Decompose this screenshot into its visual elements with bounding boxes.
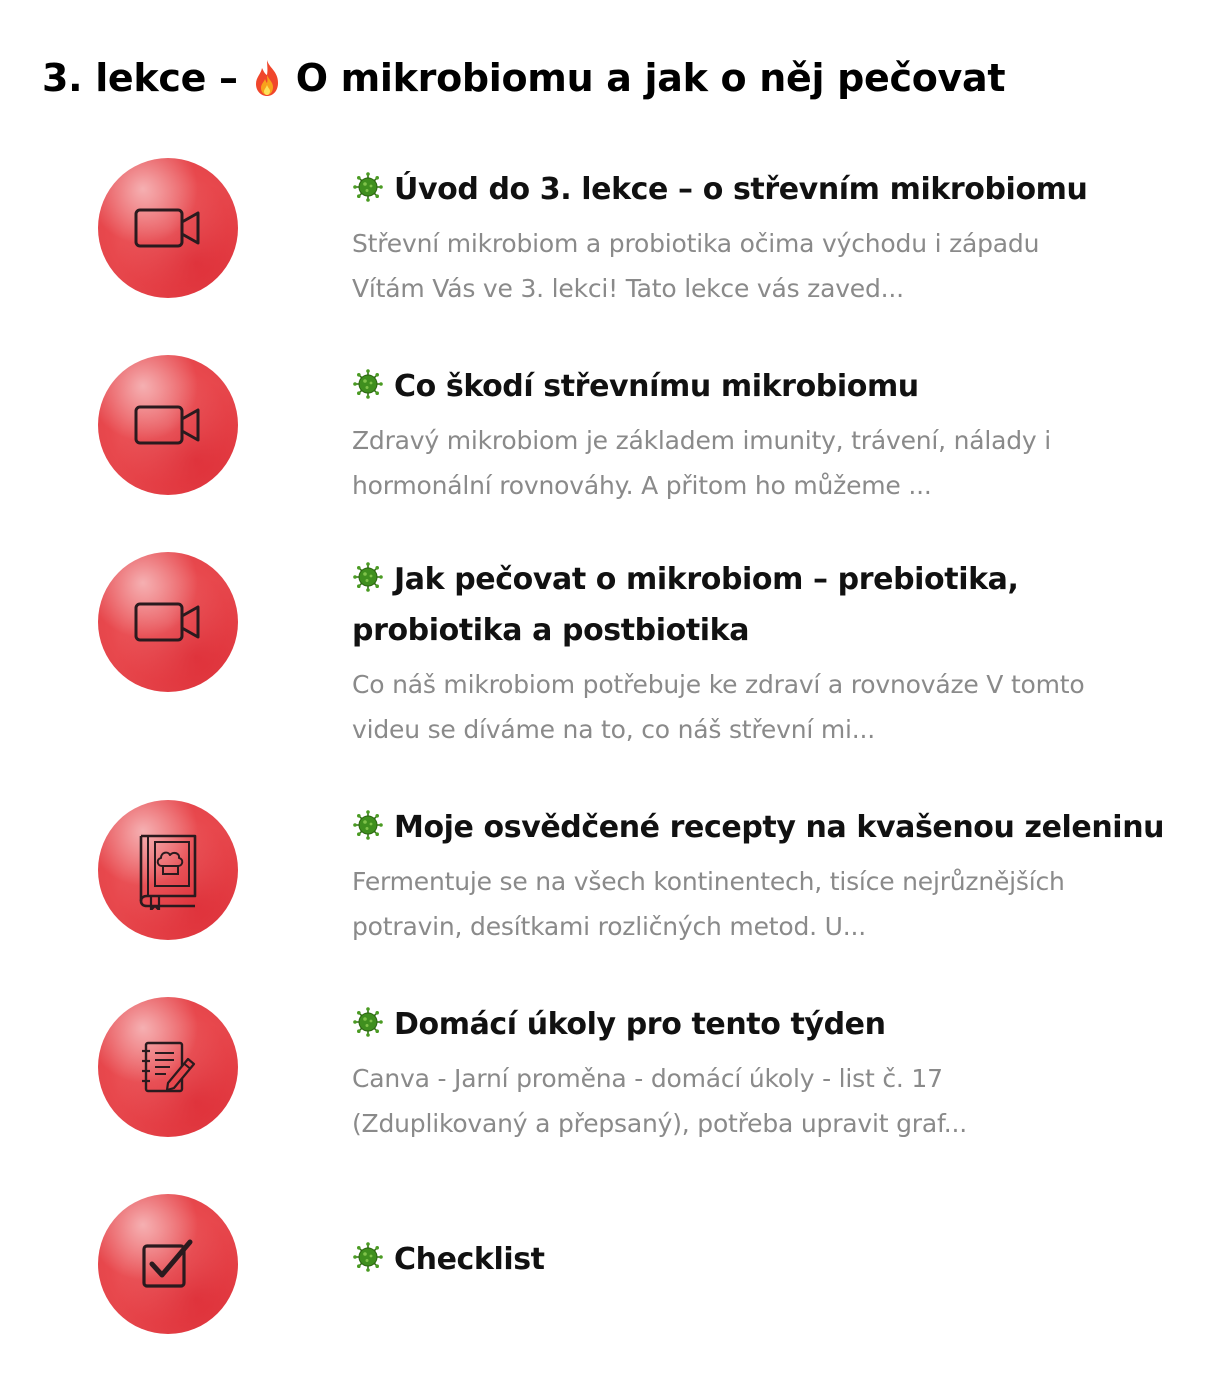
microbe-icon: [352, 561, 384, 593]
lesson-item-icon-circle: [98, 552, 238, 692]
lesson-item-description: Canva - Jarní proměna - domácí úkoly - list č. 17 (Zduplikovaný a přepsaný), potřeba upravit graf...: [352, 1064, 967, 1138]
lesson-item-title[interactable]: [352, 554, 1052, 656]
lesson-item-description: Střevní mikrobiom a probiotika očima východu i západu Vítám Vás ve 3. lekci! Tato lekce vás zaved...: [352, 229, 1040, 303]
lesson-item-description: Fermentuje se na všech kontinentech, tisíce nejrůznějších potravin, desítkami rozličných metod. U...: [352, 867, 1065, 941]
video-camera-icon: [133, 206, 203, 250]
fire-icon: [250, 58, 284, 98]
lesson-item-icon-circle: [98, 355, 238, 495]
lesson-item-homework[interactable]: [0, 997, 1222, 1167]
lesson-item-icon-circle: [98, 158, 238, 298]
microbe-icon: [352, 171, 384, 203]
lesson-item-text: [352, 802, 1165, 949]
lesson-item-text: [352, 1234, 1152, 1285]
lesson-item-harm[interactable]: [0, 355, 1222, 525]
lesson-item-recipes[interactable]: [0, 800, 1222, 970]
checkbox-icon: [140, 1238, 196, 1290]
video-camera-icon: [133, 403, 203, 447]
lesson-item-title[interactable]: [352, 361, 1152, 412]
lesson-item-checklist[interactable]: [0, 1194, 1222, 1344]
lesson-item-text: [352, 999, 1152, 1146]
notebook-pen-icon: [138, 1039, 198, 1095]
microbe-icon: [352, 809, 384, 841]
lesson-title-prefix: 3. lekce –: [42, 56, 238, 100]
lesson-item-title[interactable]: [352, 164, 1152, 215]
lesson-title: [42, 52, 1005, 104]
lesson-item-title-text: Moje osvědčené recepty na kvašenou zeleninu: [394, 810, 1165, 845]
video-camera-icon: [133, 600, 203, 644]
lesson-item-icon-circle: [98, 1194, 238, 1334]
lesson-title-text: O mikrobiomu a jak o něj pečovat: [295, 56, 1006, 100]
lesson-item-title-text: Co škodí střevnímu mikrobiomu: [394, 369, 919, 404]
lesson-item-text: [352, 554, 1152, 752]
microbe-icon: [352, 1241, 384, 1273]
lesson-item-text: [352, 361, 1152, 508]
lesson-item-title-text: Úvod do 3. lekce – o střevním mikrobiomu: [394, 172, 1088, 207]
lesson-item-title[interactable]: [352, 802, 1165, 853]
lesson-item-care[interactable]: [0, 552, 1222, 772]
lesson-item-title-text: Jak pečovat o mikrobiom – prebiotika, probiotika a postbiotika: [352, 562, 1019, 648]
microbe-icon: [352, 1006, 384, 1038]
lesson-item-title[interactable]: [352, 999, 1152, 1050]
recipe-book-icon: [133, 830, 203, 910]
lesson-item-icon-circle: [98, 800, 238, 940]
lesson-item-text: [352, 164, 1152, 311]
lesson-item-description: Zdravý mikrobiom je základem imunity, trávení, nálady i hormonální rovnováhy. A přitom ho můžeme ...: [352, 426, 1052, 500]
lesson-item-icon-circle: [98, 997, 238, 1137]
lesson-item-title[interactable]: [352, 1234, 1152, 1285]
lesson-item-intro[interactable]: [0, 158, 1222, 328]
lesson-item-title-text: Domácí úkoly pro tento týden: [394, 1007, 886, 1042]
lesson-item-title-text: Checklist: [394, 1242, 545, 1277]
microbe-icon: [352, 368, 384, 400]
lesson-item-description: Co náš mikrobiom potřebuje ke zdraví a rovnováze V tomto videu se díváme na to, co náš střevní mi...: [352, 670, 1085, 744]
